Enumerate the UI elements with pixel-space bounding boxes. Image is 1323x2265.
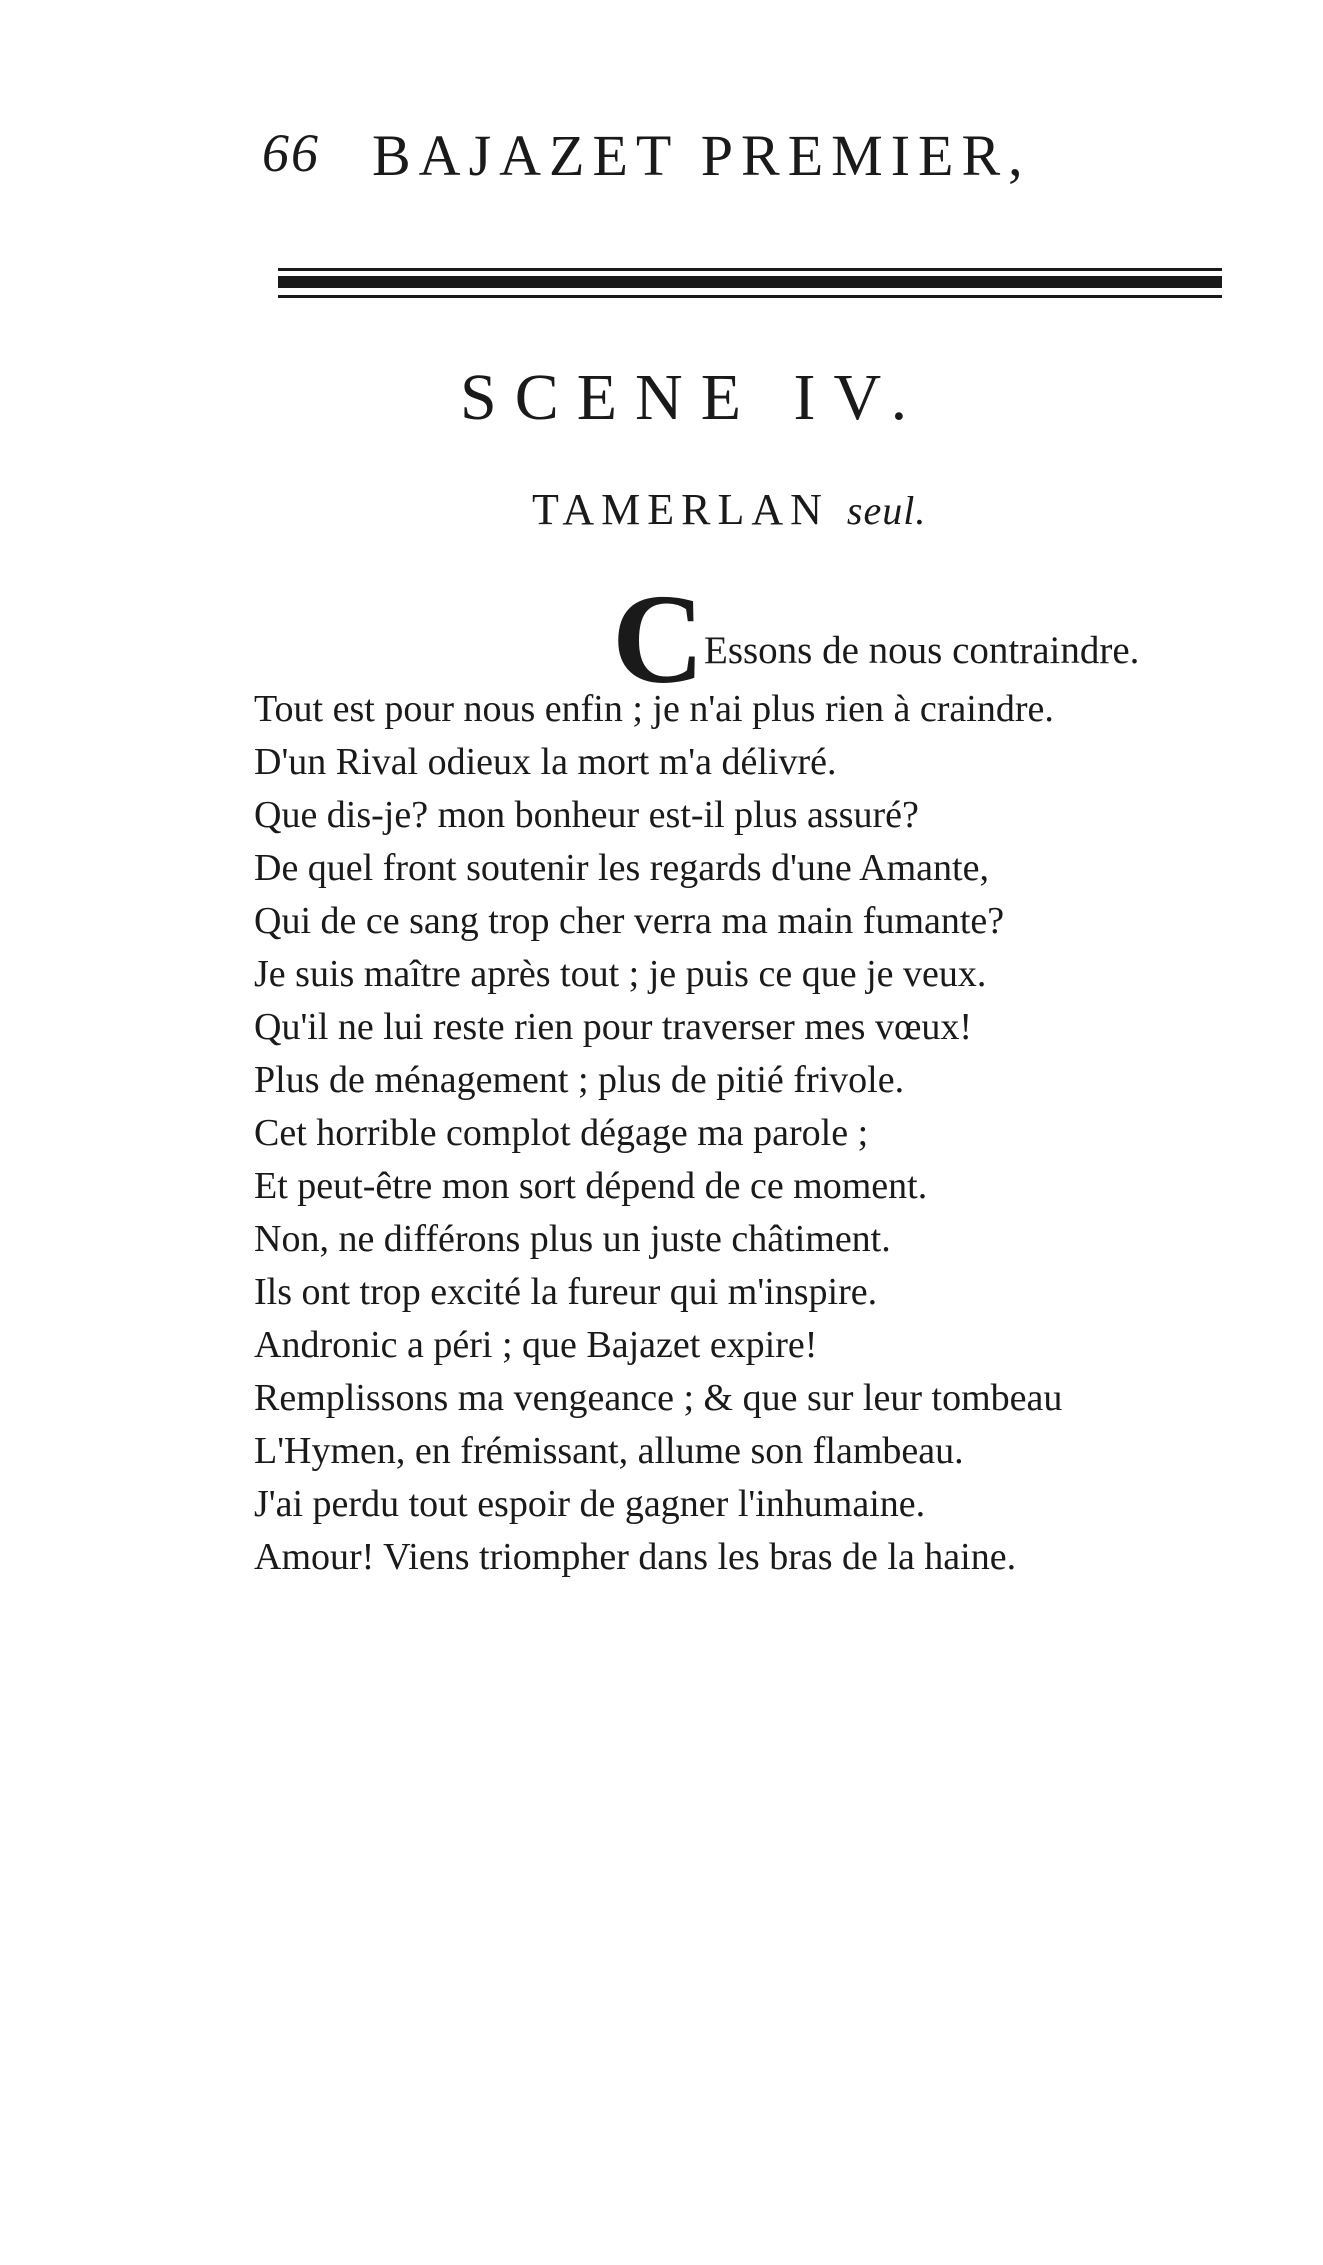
scene-title: SCENE IV.	[460, 361, 926, 434]
rule-line-top	[278, 268, 1222, 271]
verse-line: Ils ont trop excité la fureur qui m'inspire.	[254, 1271, 878, 1313]
verse-line: J'ai perdu tout espoir de gagner l'inhumaine.	[254, 1483, 926, 1525]
verse-line: Andronic a péri ; que Bajazet expire!	[254, 1324, 818, 1366]
speaker-name: TAMERLAN	[532, 485, 829, 534]
verse-line: D'un Rival odieux la mort m'a délivré.	[254, 741, 837, 783]
verse-first-line: Essons de nous contraindre.	[704, 629, 1140, 672]
verse-line: Tout est pour nous enfin ; je n'ai plus rien à craindre.	[254, 688, 1054, 730]
verse-line: De quel front soutenir les regards d'une Amante,	[254, 847, 989, 889]
verse-line: Cet horrible complot dégage ma parole ;	[254, 1112, 869, 1154]
verse-line: L'Hymen, en frémissant, allume son flambeau.	[254, 1430, 964, 1472]
verse-line: Amour! Viens triompher dans les bras de la haine.	[254, 1536, 1017, 1578]
verse-line: Non, ne différons plus un juste châtiment.	[254, 1218, 891, 1260]
rule-line-bottom	[278, 295, 1222, 298]
verse-line: Je suis maître après tout ; je puis ce que je veux.	[254, 953, 987, 995]
header-rule	[278, 268, 1222, 302]
verse-line: Qu'il ne lui reste rien pour traverser mes vœux!	[254, 1006, 973, 1048]
verse-lines	[254, 683, 1062, 1584]
drop-cap: C	[612, 568, 705, 710]
verse-line: Plus de ménagement ; plus de pitié frivole.	[254, 1059, 905, 1101]
running-title: BAJAZET PREMIER,	[372, 123, 1031, 188]
running-head	[262, 122, 1222, 202]
verse-line: Qui de ce sang trop cher verra ma main fumante?	[254, 900, 1005, 942]
rule-line-middle	[278, 276, 1222, 288]
speaker-line	[532, 484, 926, 535]
verse-line: Que dis-je? mon bonheur est-il plus assuré?	[254, 794, 919, 836]
verse-line: Et peut-être mon sort dépend de ce moment.	[254, 1165, 928, 1207]
stage-direction: seul.	[846, 488, 927, 533]
page-number: 66	[262, 123, 320, 183]
verse-line: Remplissons ma vengeance ; & que sur leur tombeau	[254, 1377, 1063, 1419]
